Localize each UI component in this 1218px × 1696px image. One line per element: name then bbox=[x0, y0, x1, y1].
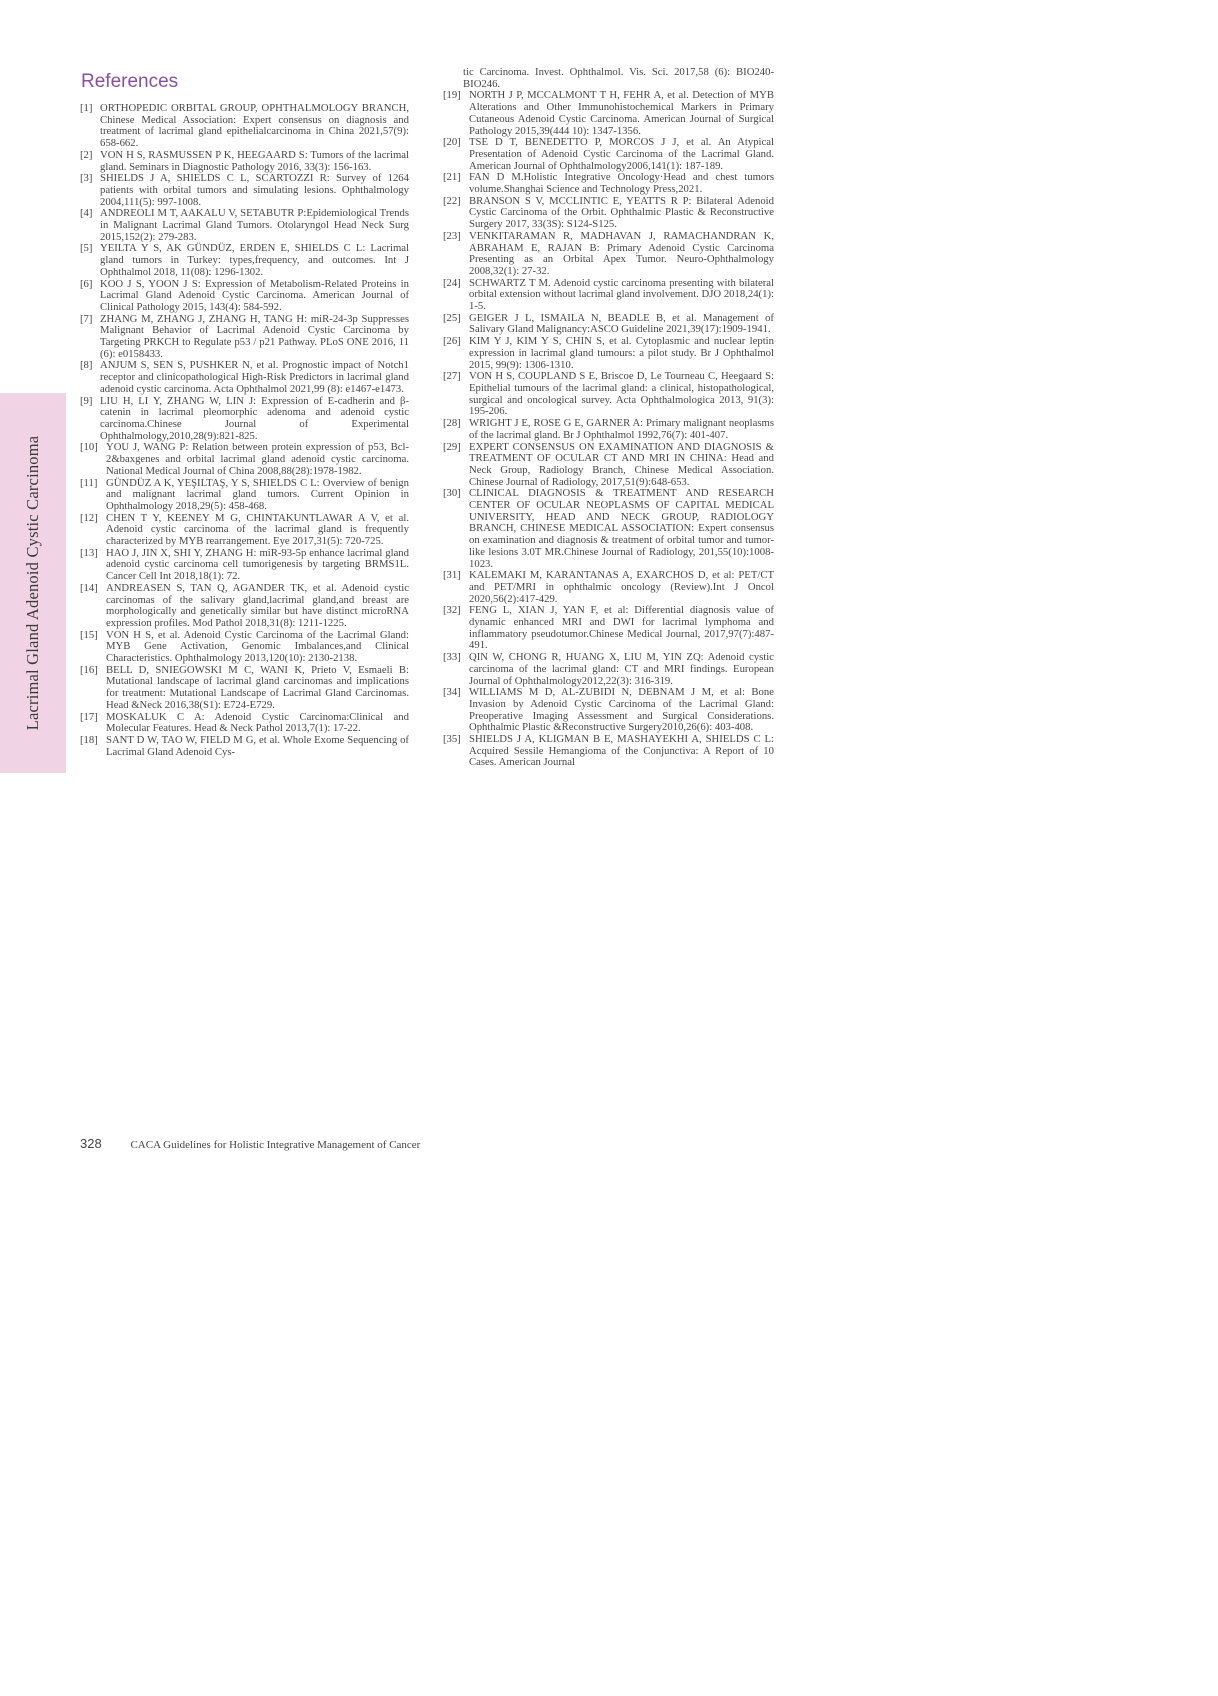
reference-text: KOO J S, YOON J S: Expression of Metabolism-Related Proteins in Lacrimal Gland Adenoid Cystic Carcinoma. American Journal of Clinical Pathology 2015, 143(4): 584-592. bbox=[100, 277, 409, 313]
book-title: CACA Guidelines for Holistic Integrative Management of Cancer bbox=[130, 1139, 421, 1151]
reference-number: [35] bbox=[443, 733, 461, 746]
reference-text: GEIGER J L, ISMAILA N, BEADLE B, et al. Management of Salivary Gland Malignancy:ASCO Guideline 2021,39(17):1909-1941. bbox=[469, 311, 774, 336]
reference-text: ANJUM S, SEN S, PUSHKER N, et al. Prognostic impact of Notch1 receptor and clinicopathological High-Risk Predictors in lacrimal gland adenoid cystic carcinoma. Acta Ophthalmol 2021,99 (8): e1467-e1473. bbox=[100, 359, 409, 395]
reference-number: [21] bbox=[443, 171, 461, 184]
reference-item bbox=[443, 570, 774, 605]
reference-number: [28] bbox=[443, 417, 461, 430]
reference-text: CLINICAL DIAGNOSIS & TREATMENT AND RESEARCH CENTER OF OCULAR NEOPLASMS OF CAPITAL MEDICAL UNIVERSITY, HEAD AND NECK GROUP, RADIOLOGY BRANCH, CHINESE MEDICAL ASSOCIATION: Expert consensus on examination and diagnosis & treatment of orbital tumor and tumor-like lesions 3.0T MR.Chinese Journal of Radiology, 201,55(10):1008-1023. bbox=[469, 487, 774, 570]
reference-text: BELL D, SNIEGOWSKI M C, WANI K, Prieto V, Esmaeli B: Mutational landscape of lacrimal gland carcinomas and implications for treatment: Mutational Landscape of Lacrimal Gland Carcinomas. Head &Neck 2016,38(S1): E724-E729. bbox=[106, 663, 409, 711]
reference-text: LIU H, LI Y, ZHANG W, LIN J: Expression of E-cadherin and β-catenin in lacrimal pleomorphic adenoma and adenoid cystic carcinoma.Chinese Journal of Experimental Ophthalmology,2010,28(9):821-825. bbox=[100, 394, 409, 442]
reference-text: VON H S, RASMUSSEN P K, HEEGAARD S: Tumors of the lacrimal gland. Seminars in Diagnostic Pathology 2016, 33(3): 156-163. bbox=[100, 148, 409, 173]
reference-item bbox=[443, 313, 774, 336]
references-left-column bbox=[80, 103, 409, 758]
reference-text: ANDREOLI M T, AAKALU V, SETABUTR P:Epidemiological Trends in Malignant Lacrimal Gland Tumors. Otolaryngol Head Neck Surg 2015,152(2): 279-283. bbox=[100, 207, 409, 243]
reference-item bbox=[80, 103, 409, 150]
reference-number: [16] bbox=[80, 663, 98, 676]
reference-number: [23] bbox=[443, 229, 461, 242]
reference-text: BRANSON S V, MCCLINTIC E, YEATTS R P: Bilateral Adenoid Cystic Carcinoma of the Orbit. Ophthalmic Plastic & Reconstructive Surgery 2017, 33(3S): S124-S125. bbox=[469, 194, 774, 231]
reference-text: SHIELDS J A, KLIGMAN B E, MASHAYEKHI A, SHIELDS C L: Acquired Sessile Hemangioma of the Conjunctiva: A Report of 10 Cases. American Journal bbox=[469, 733, 774, 769]
reference-number: [17] bbox=[80, 710, 98, 723]
reference-text: WRIGHT J E, ROSE G E, GARNER A: Primary malignant neoplasms of the lacrimal gland. Br J Ophthalmol 1992,76(7): 401-407. bbox=[469, 417, 774, 441]
reference-item bbox=[80, 360, 409, 395]
reference-item bbox=[443, 418, 774, 441]
reference-text: YOU J, WANG P: Relation between protein expression of p53, Bcl-2&baxgenes and orbital lacrimal gland adenoid cystic carcinoma. National Medical Journal of China 2008,88(28):1978-1982. bbox=[106, 441, 409, 477]
reference-number: [20] bbox=[443, 136, 461, 149]
references-right-column bbox=[443, 67, 774, 769]
reference-text: TSE D T, BENEDETTO P, MORCOS J J, et al. An Atypical Presentation of Adenoid Cystic Carcinoma of the Lacrimal Gland. American Journal of Ophthalmology2006,141(1): 187-189. bbox=[469, 136, 774, 172]
reference-number: [32] bbox=[443, 604, 461, 617]
reference-text: YEILTA Y S, AK GÜNDÜZ, ERDEN E, SHIELDS C L: Lacrimal gland tumors in Turkey: types,frequency, and outcomes. Int J Ophthalmol 2018, 11(08): 1296-1302. bbox=[100, 242, 409, 278]
reference-text: ANDREASEN S, TAN Q, AGANDER TK, et al. Adenoid cystic carcinomas of the salivary gland,lacrimal gland,and breast are morphologically and genetically similar but have distinct microRNA expression profiles. Mod Pathol 2018,31(8): 1211-1225. bbox=[106, 581, 409, 629]
reference-item bbox=[443, 231, 774, 278]
reference-number: [27] bbox=[443, 370, 461, 383]
reference-item bbox=[80, 243, 409, 278]
reference-number: [12] bbox=[80, 511, 98, 524]
reference-text: FENG L, XIAN J, YAN F, et al: Differential diagnosis value of dynamic enhanced MRI and DWI for lacrimal lymphoma and inflammatory pseudotumor.Chinese Medical Journal, 2017,97(7):487-491. bbox=[469, 604, 774, 652]
reference-item bbox=[443, 172, 774, 195]
reference-number: [30] bbox=[443, 487, 461, 500]
reference-number: [25] bbox=[443, 311, 461, 324]
reference-item bbox=[443, 336, 774, 371]
reference-number: [29] bbox=[443, 440, 461, 453]
reference-text: tic Carcinoma. Invest. Ophthalmol. Vis. Sci. 2017,58 (6): BIO240-BIO246. bbox=[463, 66, 774, 90]
reference-number: [22] bbox=[443, 194, 461, 207]
reference-text: QIN W, CHONG R, HUANG X, LIU M, YIN ZQ: Adenoid cystic carcinoma of the lacrimal gland: CT and MRI findings. European Journal of Ophthalmology2012,22(3): 316-319. bbox=[469, 651, 774, 687]
reference-number: [10] bbox=[80, 441, 98, 454]
reference-number: [3] bbox=[80, 172, 93, 185]
reference-number: [9] bbox=[80, 394, 93, 407]
reference-text: SHIELDS J A, SHIELDS C L, SCARTOZZI R: Survey of 1264 patients with orbital tumors and simulating lesions. Ophthalmology 2004,111(5): 997-1008. bbox=[100, 172, 409, 208]
reference-item bbox=[80, 314, 409, 361]
reference-item bbox=[443, 734, 774, 769]
reference-item bbox=[443, 137, 774, 172]
reference-number: [18] bbox=[80, 733, 98, 746]
reference-item bbox=[80, 665, 409, 712]
reference-item bbox=[443, 67, 774, 90]
reference-text: VON H S, et al. Adenoid Cystic Carcinoma of the Lacrimal Gland: MYB Gene Activation, Genomic Imbalances,and Clinical Characteristics. Ophthalmology 2013,120(10): 2130-2138. bbox=[106, 628, 409, 665]
reference-number: [26] bbox=[443, 335, 461, 348]
reference-item bbox=[80, 712, 409, 735]
reference-number: [4] bbox=[80, 207, 93, 220]
reference-number: [11] bbox=[80, 476, 98, 489]
reference-item bbox=[80, 279, 409, 314]
reference-item bbox=[80, 396, 409, 443]
reference-text: KIM Y J, KIM Y S, CHIN S, et al. Cytoplasmic and nuclear leptin expression in lacrimal gland tumours: a pilot study. Br J Ophthalmol 2015, 99(9): 1306-1310. bbox=[469, 335, 774, 371]
reference-item bbox=[443, 488, 774, 570]
reference-item bbox=[80, 630, 409, 665]
reference-number: [8] bbox=[80, 359, 93, 372]
reference-item bbox=[443, 652, 774, 687]
reference-text: WILLIAMS M D, AL-ZUBIDI N, DEBNAM J M, et al: Bone Invasion by Adenoid Cystic Carcinoma of the Lacrimal Gland: Preoperative Imaging Assessment and Surgical Considerations. Ophthalmic Plastic &Reconstructive Surgery2010,26(6): 403-408. bbox=[469, 686, 774, 734]
reference-item bbox=[443, 605, 774, 652]
reference-text: FAN D M.Holistic Integrative Oncology·Head and chest tumors volume.Shanghai Science and Technology Press,2021. bbox=[469, 171, 774, 196]
reference-item bbox=[443, 371, 774, 418]
reference-text: NORTH J P, MCCALMONT T H, FEHR A, et al. Detection of MYB Alterations and Other Immunohistochemical Markers in Primary Cutaneous Adenoid Cystic Carcinoma. American Journal of Surgical Pathology 2015,39(444 10): 1347-1356. bbox=[469, 89, 774, 137]
reference-text: VENKITARAMAN R, MADHAVAN J, RAMACHANDRAN K, ABRAHAM E, RAJAN B: Primary Adenoid Cystic Carcinoma Presenting as an Orbital Apex Tumor. Neuro-Ophthalmology 2008,32(1): 27-32. bbox=[469, 229, 774, 277]
reference-number: [31] bbox=[443, 569, 461, 582]
reference-text: EXPERT CONSENSUS ON EXAMINATION AND DIAGNOSIS & TREATMENT OF OCULAR CT AND MRI IN CHINA: Head and Neck Group, Radiology Branch, Chinese Medical Association. Chinese Journal of Radiology, 2017,51(9):648-653. bbox=[469, 440, 774, 488]
reference-item bbox=[80, 513, 409, 548]
reference-text: ZHANG M, ZHANG J, ZHANG H, TANG H: miR-24-3p Suppresses Malignant Behavior of Lacrimal Adenoid Cystic Carcinoma by Targeting PRKCH to Regulate p53 / p21 Pathway. PLoS ONE 2016, 11 (6): e0158433. bbox=[100, 312, 409, 360]
reference-text: CHEN T Y, KEENEY M G, CHINTAKUNTLAWAR A V, et al. Adenoid cystic carcinoma of the lacrimal gland is frequently characterized by MYB rearrangement. Eye 2017,31(5): 720-725. bbox=[106, 511, 409, 548]
reference-number: [19] bbox=[443, 89, 461, 102]
reference-text: VON H S, COUPLAND S E, Briscoe D, Le Tourneau C, Heegaard S: Epithelial tumours of the lacrimal gland: a clinical, histopathological, surgical and oncological survey. Acta Ophthalmologica 2013, 91(3): 195-206. bbox=[469, 370, 774, 418]
reference-item bbox=[80, 442, 409, 477]
reference-text: HAO J, JIN X, SHI Y, ZHANG H: miR-93-5p enhance lacrimal gland adenoid cystic carcinoma cell tumorigenesis by targeting BRMS1L. Cancer Cell Int 2018,18(1): 72. bbox=[106, 546, 409, 583]
reference-number: [2] bbox=[80, 148, 93, 161]
reference-text: SANT D W, TAO W, FIELD M G, et al. Whole Exome Sequencing of Lacrimal Gland Adenoid Cys- bbox=[106, 733, 409, 758]
reference-number: [13] bbox=[80, 546, 98, 559]
reference-item bbox=[443, 196, 774, 231]
reference-text: GÜNDÜZ A K, YEŞILTAŞ, Y S, SHIELDS C L: Overview of benign and malignant lacrimal gland tumors. Current Opinion in Ophthalmology 2018,29(5): 458-468. bbox=[106, 476, 409, 512]
reference-number: [33] bbox=[443, 651, 461, 664]
reference-number: [34] bbox=[443, 686, 461, 699]
reference-number: [7] bbox=[80, 312, 93, 325]
references-heading: References bbox=[81, 71, 179, 92]
reference-item bbox=[80, 173, 409, 208]
reference-item bbox=[80, 735, 409, 758]
reference-number: [14] bbox=[80, 581, 98, 594]
reference-item bbox=[443, 278, 774, 313]
reference-item bbox=[80, 548, 409, 583]
reference-item bbox=[80, 150, 409, 173]
reference-item bbox=[80, 208, 409, 243]
reference-item bbox=[80, 478, 409, 513]
reference-text: KALEMAKI M, KARANTANAS A, EXARCHOS D, et al: PET/CT and PET/MRI in ophthalmic oncology (Review).Int J Oncol 2020,56(2):417-429. bbox=[469, 569, 774, 605]
reference-number: [1] bbox=[80, 102, 93, 114]
reference-item bbox=[80, 583, 409, 630]
reference-number: [5] bbox=[80, 242, 93, 255]
reference-item bbox=[443, 90, 774, 137]
reference-item bbox=[443, 687, 774, 734]
page-number: 328 bbox=[80, 1136, 102, 1151]
reference-number: [24] bbox=[443, 276, 461, 289]
reference-text: MOSKALUK C A: Adenoid Cystic Carcinoma:Clinical and Molecular Features. Head & Neck Pathol 2013,7(1): 17-22. bbox=[106, 710, 409, 735]
side-section-label: Lacrimal Gland Adenoid Cystic Carcinoma bbox=[23, 435, 42, 731]
page-footer bbox=[80, 1136, 780, 1151]
reference-text: ORTHOPEDIC ORBITAL GROUP, OPHTHALMOLOGY BRANCH, Chinese Medical Association: Expert consensus on diagnosis and treatment of lacrimal gland epithelialcarcinoma in China 2021,57(9): 658-662. bbox=[100, 102, 409, 150]
reference-text: SCHWARTZ T M. Adenoid cystic carcinoma presenting with bilateral orbital extension without lacrimal gland involvement. DJO 2018,24(1): 1-5. bbox=[469, 276, 774, 313]
reference-item bbox=[443, 442, 774, 489]
reference-number: [6] bbox=[80, 277, 93, 290]
reference-number: [15] bbox=[80, 628, 98, 641]
